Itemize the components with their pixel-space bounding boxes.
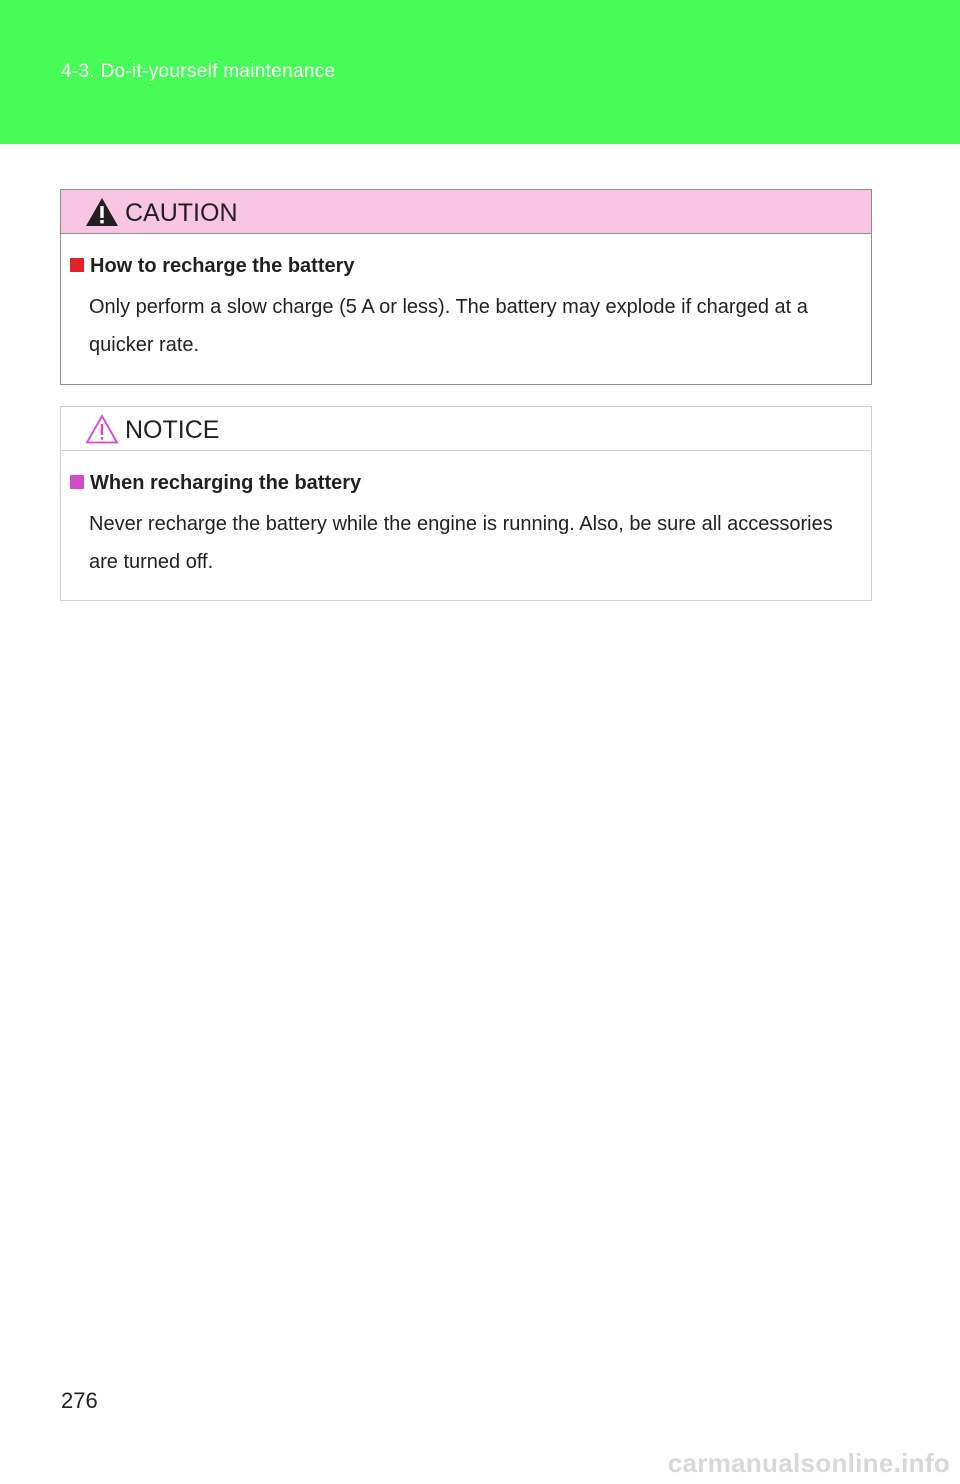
notice-item-title-text: When recharging the battery — [90, 472, 362, 494]
watermark: carmanualsonline.info — [667, 1448, 950, 1478]
notice-item-body: Never recharge the battery while the engine is running. Also, be sure all accessories are turned off. — [89, 513, 833, 573]
section-title: 4-3. Do-it-yourself maintenance — [61, 61, 336, 82]
notice-box — [60, 406, 872, 601]
warning-triangle-icon — [84, 196, 120, 228]
bullet-square-icon — [70, 475, 84, 489]
caution-label: CAUTION — [125, 199, 238, 227]
header-band — [0, 0, 960, 144]
warning-triangle-outline-icon — [84, 413, 120, 445]
notice-item-title — [70, 470, 361, 496]
caution-item-title — [70, 253, 355, 279]
caution-item-body: Only perform a slow charge (5 A or less). The battery may explode if charged at a quicker rate. — [89, 296, 808, 356]
caution-header — [61, 190, 871, 234]
notice-header — [61, 407, 871, 451]
caution-item-title-text: How to recharge the battery — [90, 255, 355, 277]
notice-label: NOTICE — [125, 416, 220, 444]
page-number: 276 — [61, 1388, 98, 1413]
bullet-square-icon — [70, 258, 84, 272]
caution-box — [60, 189, 872, 385]
